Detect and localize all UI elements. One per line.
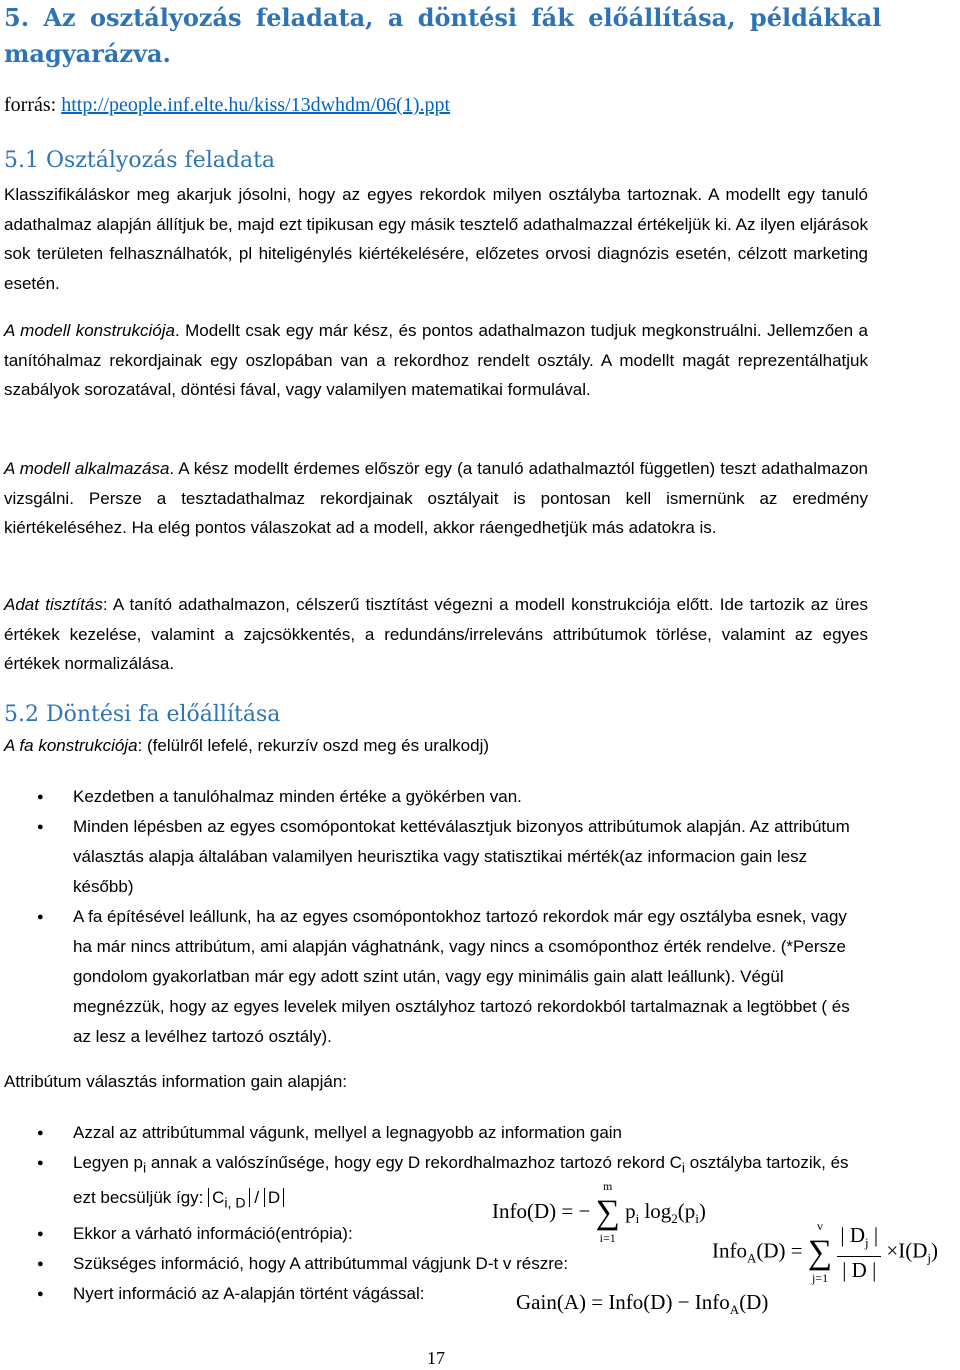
formula-gain-close: (D) — [739, 1290, 769, 1314]
sum-lower-limit: j=1 — [811, 1270, 829, 1285]
list-item: ● Minden lépésben az egyes csomópontokat kettéválasztjuk bizonyos attribútumok alapján. Az attribútum választás alapja általában valamilyen heurisztika vagy statisztikai mérték(az informacion gain lesz később) — [0, 812, 868, 902]
paragraph-classification: Klasszifikáláskor meg akarjuk jósolni, hogy az egyes rekordok milyen osztályba tartoznak. A modellt egy tanuló adathalmaz alapján állítjuk be, majd ezt tipikusan egy másik tesztelő adathalmazzal értékeljük ki. Az ilyen eljárások sok területen felhasználhatók, pl hiteligénylés kiértékelésére, előzetes orvosi diagnózis esetén, célzott marketing esetén. — [4, 185, 868, 293]
paragraph-model-construction — [4, 316, 868, 405]
term-data-cleaning: Adat tisztítás — [4, 595, 103, 614]
subscript: j — [865, 1235, 869, 1251]
numerator-close: | — [868, 1223, 879, 1247]
sum-symbol: ∑ v j=1 — [807, 1218, 833, 1285]
subscript: i — [142, 1160, 147, 1177]
sum-upper-limit: v — [817, 1218, 824, 1233]
source-line — [4, 94, 450, 117]
class-count-box — [208, 1188, 250, 1212]
formula-info-a-lhs2: (D) = — [756, 1238, 803, 1263]
sum-symbol: ∑ m i=1 — [595, 1179, 620, 1245]
formula-gain-text: Gain(A) = Info(D) − Info — [516, 1290, 730, 1314]
subscript: j — [927, 1250, 931, 1266]
paragraph-model-application-text: . A kész modellt érdemes először egy (a tanuló adathalmaztól független) teszt adathalmazon vizsgálni. Persze a tesztadathalmaz rekordjainak osztályait is pontosan kell ismernünk az eredmény kiértékeléséhez. Ha elég pontos válaszokat ad a modell, akkor ráengedhetjük más adatokra is. — [4, 459, 868, 538]
paragraph-model-construction-text: . Modellt csak egy már kész, és pontos adathalmazon tudjuk megkonstruálni. Jellemzően a tanítóhalmaz rekordjainak egy oszlopában van a rekordhoz rendelt osztály. A modellt magát reprezentálhatjuk szabályok sorozatával, döntési fával, vagy valamilyen matematikai formulával. — [4, 321, 868, 400]
formula-info — [492, 1179, 706, 1245]
term-model-construction: A modell konstrukciója — [4, 321, 175, 340]
fraction-denominator: | D | — [842, 1258, 877, 1283]
fraction — [837, 1222, 881, 1283]
class-count-label: C — [212, 1188, 225, 1208]
formula-info-a-close: ) — [930, 1238, 938, 1263]
paragraph-data-cleaning — [4, 590, 868, 679]
paragraph-tree-construction-text: : (felülről lefelé, rekurzív oszd meg és uralkodj) — [137, 736, 490, 755]
formula-info-lhs: Info(D) = — [492, 1198, 574, 1223]
formula-info-a — [712, 1218, 938, 1285]
subscript: A — [729, 1302, 740, 1318]
formula-info-log: log — [639, 1198, 672, 1223]
list-item: ● Szükséges információ, hogy A attribútummal vágjunk D-t v részre: — [0, 1249, 868, 1279]
formula-info-close: ) — [698, 1198, 706, 1223]
list-item: ● Ekkor a várható információ(entrópia): — [0, 1219, 868, 1249]
tree-construction-list — [0, 782, 868, 1052]
list-item-text: Legyen p — [73, 1153, 143, 1172]
term-model-application: A modell alkalmazása — [4, 459, 170, 478]
paragraph-tree-construction — [4, 731, 868, 761]
subscript: i — [695, 1211, 699, 1226]
sum-lower-limit: i=1 — [599, 1231, 616, 1245]
formula-gain — [516, 1290, 768, 1318]
formula-info-term: p — [625, 1198, 636, 1223]
list-item — [0, 1148, 863, 1219]
paragraph-information-gain-intro: Attribútum választás information gain alapján: — [4, 1072, 348, 1091]
fraction-numerator — [837, 1222, 881, 1257]
list-item: ● Kezdetben a tanulóhalmaz minden értéke a gyökérben van. — [0, 782, 868, 812]
formula-info-minus: − — [578, 1198, 591, 1223]
source-link[interactable]: http://people.inf.elte.hu/kiss/13dwhdm/06(1).ppt — [61, 94, 451, 116]
paragraph-data-cleaning-text: : A tanító adathalmazon, célszerű tisztítást végezni a modell konstrukciója előtt. Ide tartozik az üres értékek kezelése, valamint a zajcsökkentés, a redundáns/irreleváns attribútumok törlése, valamint az egyes értékek normalizálása. — [4, 595, 868, 674]
list-item: ● A fa építésével leállunk, ha az egyes csomópontokhoz tartozó rekordok már egy osztályba esnek, vagy ha már nincs attribútum, ami alapján vághatnánk, vagy nincs a csomóponthoz érték rendelve. (*Persze gondolom gyakorlatban már egy adott szint után, vagy egy minimális gain alatt leállunk). Végül megnézzük, hogy az egyes levelek milyen osztályhoz tartozó rekordokból tartalmaznak a legtöbbet ( és az lesz a levélhez tartozó osztály). — [0, 902, 868, 1052]
list-item-text: annak a valószínűsége, hogy egy D rekordhalmazhoz tartozó rekord C — [146, 1153, 682, 1172]
list-item: ● Azzal az attribútummal vágunk, mellyel a legnagyobb az information gain — [0, 1118, 868, 1148]
subscript: 2 — [671, 1211, 678, 1226]
page-title: 5. Az osztályozás feladata, a döntési fák előállítása, példákkal magyarázva. — [4, 3, 882, 68]
fraction-slash: / — [249, 1188, 264, 1208]
paragraph-model-application — [4, 454, 868, 543]
list-item: ● Nyert információ az A-alapján történt vágással: — [0, 1279, 868, 1309]
formula-info-arg: (p — [677, 1198, 696, 1223]
term-tree-construction: A fa konstrukciója — [4, 736, 138, 755]
source-label: forrás: — [4, 94, 57, 116]
subscript: i — [635, 1211, 640, 1226]
section-heading-5-1: 5.1 Osztályozás feladata — [4, 148, 276, 173]
sum-upper-limit: m — [603, 1179, 613, 1193]
formula-info-a-rhs: I(D — [898, 1238, 928, 1263]
formula-info-a-lhs: Info — [712, 1238, 747, 1263]
list-item-text: osztályba tartozik, és ezt becsüljük így: — [73, 1153, 849, 1208]
set-size-box: D — [264, 1188, 284, 1207]
numerator-text: | D — [840, 1223, 866, 1247]
section-heading-5-2: 5.2 Döntési fa előállítása — [4, 702, 281, 727]
subscript: i — [681, 1160, 686, 1177]
subscript: i, D — [224, 1195, 246, 1212]
page-number: 17 — [427, 1348, 445, 1368]
times-sign: × — [886, 1238, 899, 1263]
subscript: A — [747, 1250, 757, 1266]
